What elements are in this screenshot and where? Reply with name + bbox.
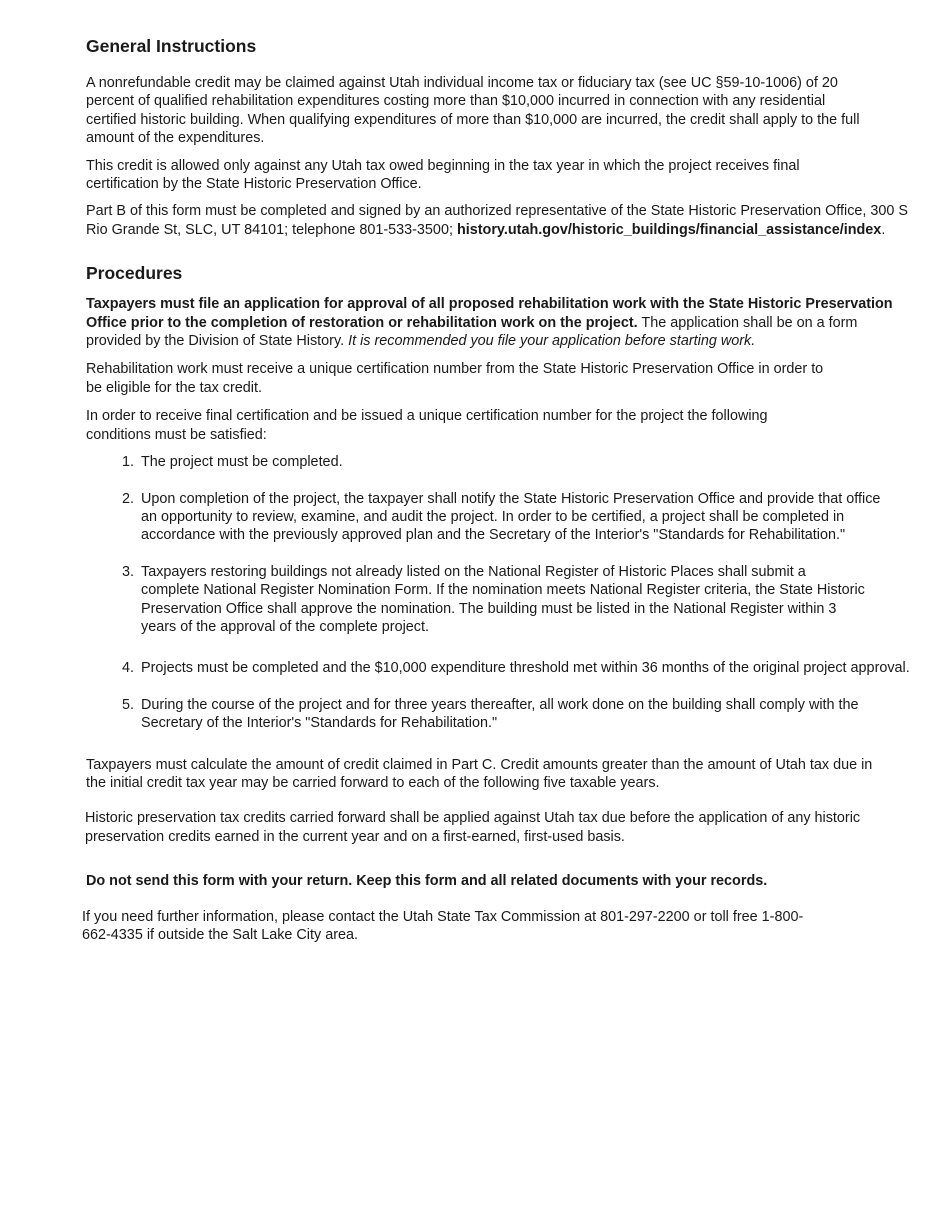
condition-number: 1. xyxy=(122,454,135,471)
conditions-list xyxy=(86,453,926,732)
condition-text: Projects must be completed and the $10,000 expenditure threshold met within 36 months of the original project approval. xyxy=(141,660,910,677)
procedures-paragraph-conditions-intro: In order to receive final certification and be issued a unique certification number for the project the following conditions must be satisfied: xyxy=(86,408,768,443)
condition-item xyxy=(86,563,866,637)
condition-item xyxy=(86,453,861,471)
condition-number: 5. xyxy=(122,696,135,713)
general-paragraph-part-b xyxy=(86,202,926,239)
condition-item xyxy=(86,490,886,545)
application-recommendation-italic: It is recommended you file your application before starting work. xyxy=(348,333,756,350)
condition-item xyxy=(86,696,911,733)
instructions-page xyxy=(82,34,926,944)
general-instructions-heading: General Instructions xyxy=(86,36,257,56)
application-form-text: The application shall be on a form provided by the Division of State History. xyxy=(86,314,858,350)
shpo-website-link: history.utah.gov/historic_buildings/financial_assistance/index xyxy=(456,221,882,238)
application-requirement-bold: Taxpayers must file an application for approval of all proposed rehabilitation work with the State Historic Preservation Office prior to the completion of restoration or rehabilitation work on the project. xyxy=(86,296,893,331)
do-not-send-notice: Do not send this form with your return. Keep this form and all related documents with your records. xyxy=(86,873,768,890)
condition-text: The project must be completed. xyxy=(141,454,343,471)
general-paragraph-credit: A nonrefundable credit may be claimed against Utah individual income tax or fiduciary tax (see UC §59-10-1006) of 20 percent of qualified rehabilitation expenditures costing more than $10,000 incurred in connection with any residential certified historic building. When qualifying expenditures of more than $10,000 are incurred, the credit shall apply to the full amount of the expenditures. xyxy=(86,75,860,147)
procedures-paragraph-calculate-credit: Taxpayers must calculate the amount of credit claimed in Part C. Credit amounts greater than the amount of Utah tax due in the initial credit tax year may be carried forward to each of the following five taxable years. xyxy=(86,756,873,791)
general-paragraph-allowed: This credit is allowed only against any Utah tax owed beginning in the tax year in which the project receives final certification by the State Historic Preservation Office. xyxy=(86,157,800,193)
condition-item xyxy=(86,659,911,677)
condition-text: During the course of the project and for three years thereafter, all work done on the building shall comply with the Secretary of the Interior's "Standards for Rehabilitation." xyxy=(141,696,859,732)
procedures-paragraph-do-not-send xyxy=(86,872,926,890)
condition-text: Taxpayers restoring buildings not already listed on the National Register of Historic Places shall submit a complete National Register Nomination Form. If the nomination meets National Register criteria, the State Historic Preservation Office shall approve the nomination. The building must be listed in the National Register within 3 years of the approval of the complete project. xyxy=(141,563,865,635)
part-b-end: . xyxy=(881,221,886,238)
procedures-heading: Procedures xyxy=(86,263,183,284)
procedures-paragraph-application xyxy=(86,295,894,350)
part-b-text: Part B of this form must be completed and signed by an authorized representative of the State Historic Preservation Office, 300 S Rio Grande St, SLC, UT 84101; telephone 801-533-3500; xyxy=(86,203,909,238)
procedures-paragraph-carry-forward: Historic preservation tax credits carried forward shall be applied against Utah tax due before the application of any historic preservation credits earned in the current year and on a first-earned, first-used basis. xyxy=(85,810,861,845)
condition-number: 4. xyxy=(122,660,135,677)
condition-number: 2. xyxy=(122,490,135,507)
procedures-paragraph-contact: If you need further information, please contact the Utah State Tax Commission at 801-297-2200 or toll free 1-800-662-4335 if outside the Salt Lake City area. xyxy=(82,908,804,943)
condition-text: Upon completion of the project, the taxpayer shall notify the State Historic Preservation Office and provide that office an opportunity to review, examine, and audit the project. In order to be certified, a project shall be completed in accordance with the previously approved plan and the Secretary of the Interior's "Standards for Rehabilitation." xyxy=(141,490,881,544)
condition-number: 3. xyxy=(122,563,135,580)
procedures-paragraph-certification-number: Rehabilitation work must receive a unique certification number from the State Historic Preservation Office in order to be eligible for the tax credit. xyxy=(86,361,824,396)
